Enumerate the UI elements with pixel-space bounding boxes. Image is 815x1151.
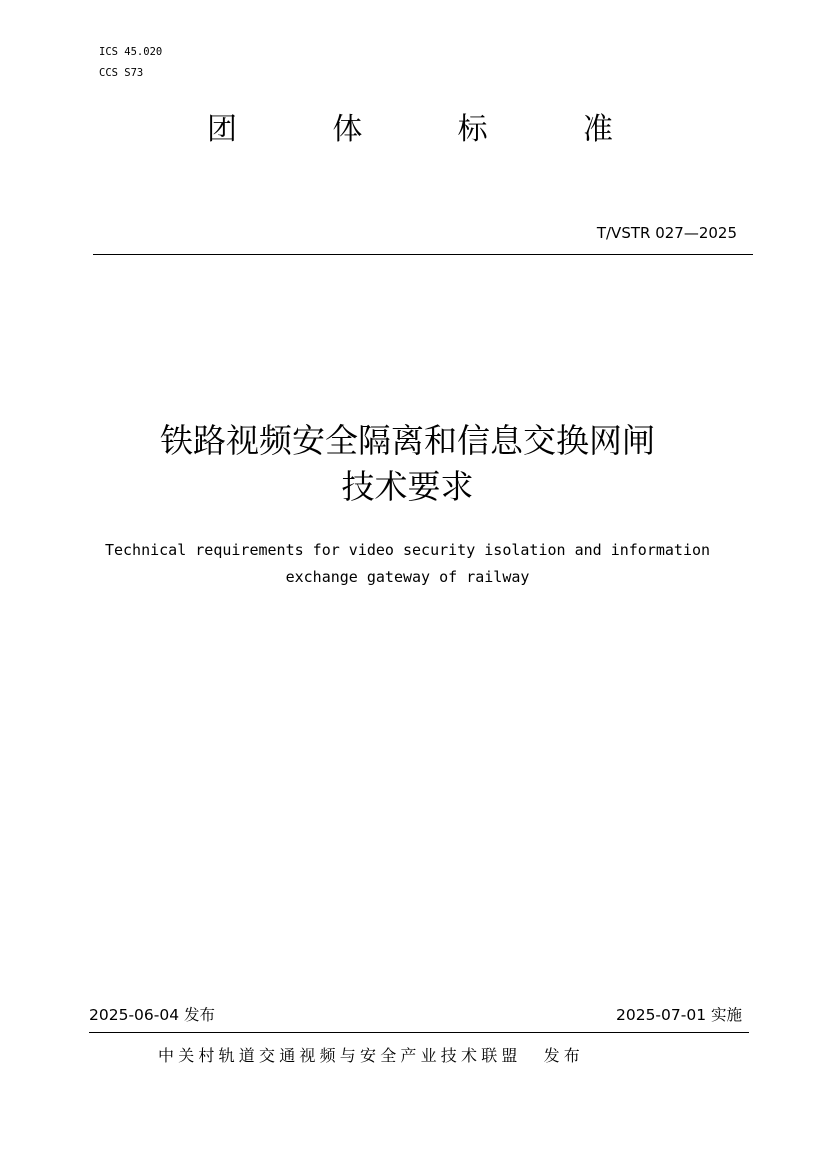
document-type-char: 团 bbox=[207, 112, 237, 147]
ccs-code: CCS S73 bbox=[99, 67, 144, 79]
footer-divider bbox=[89, 1032, 749, 1033]
document-type-char: 体 bbox=[332, 112, 363, 147]
publisher-line bbox=[158, 1043, 584, 1069]
publisher-action: 发布 bbox=[543, 1046, 585, 1065]
document-type-char: 标 bbox=[457, 112, 488, 147]
title-english-line1: Technical requirements for video security isolation and information bbox=[104, 541, 711, 559]
publisher-name: 中关村轨道交通视频与安全产业技术联盟 bbox=[158, 1046, 522, 1065]
classification-codes bbox=[99, 42, 162, 84]
standard-number: T/VSTR 027—2025 bbox=[596, 224, 737, 242]
header-divider bbox=[93, 254, 753, 255]
release-date: 2025-06-04 发布 bbox=[89, 1006, 216, 1024]
title-chinese bbox=[0, 418, 815, 510]
ics-code: ICS 45.020 bbox=[99, 46, 163, 58]
document-type-char: 准 bbox=[582, 112, 613, 147]
title-english bbox=[0, 537, 815, 591]
dates-row bbox=[89, 1003, 742, 1027]
title-english-line2: exchange gateway of railway bbox=[285, 568, 530, 586]
title-chinese-line1: 铁路视频安全隔离和信息交换网闸 bbox=[160, 421, 655, 460]
implementation-date: 2025-07-01 实施 bbox=[615, 1006, 742, 1024]
title-chinese-line2: 技术要求 bbox=[341, 467, 474, 506]
document-type bbox=[200, 108, 620, 152]
